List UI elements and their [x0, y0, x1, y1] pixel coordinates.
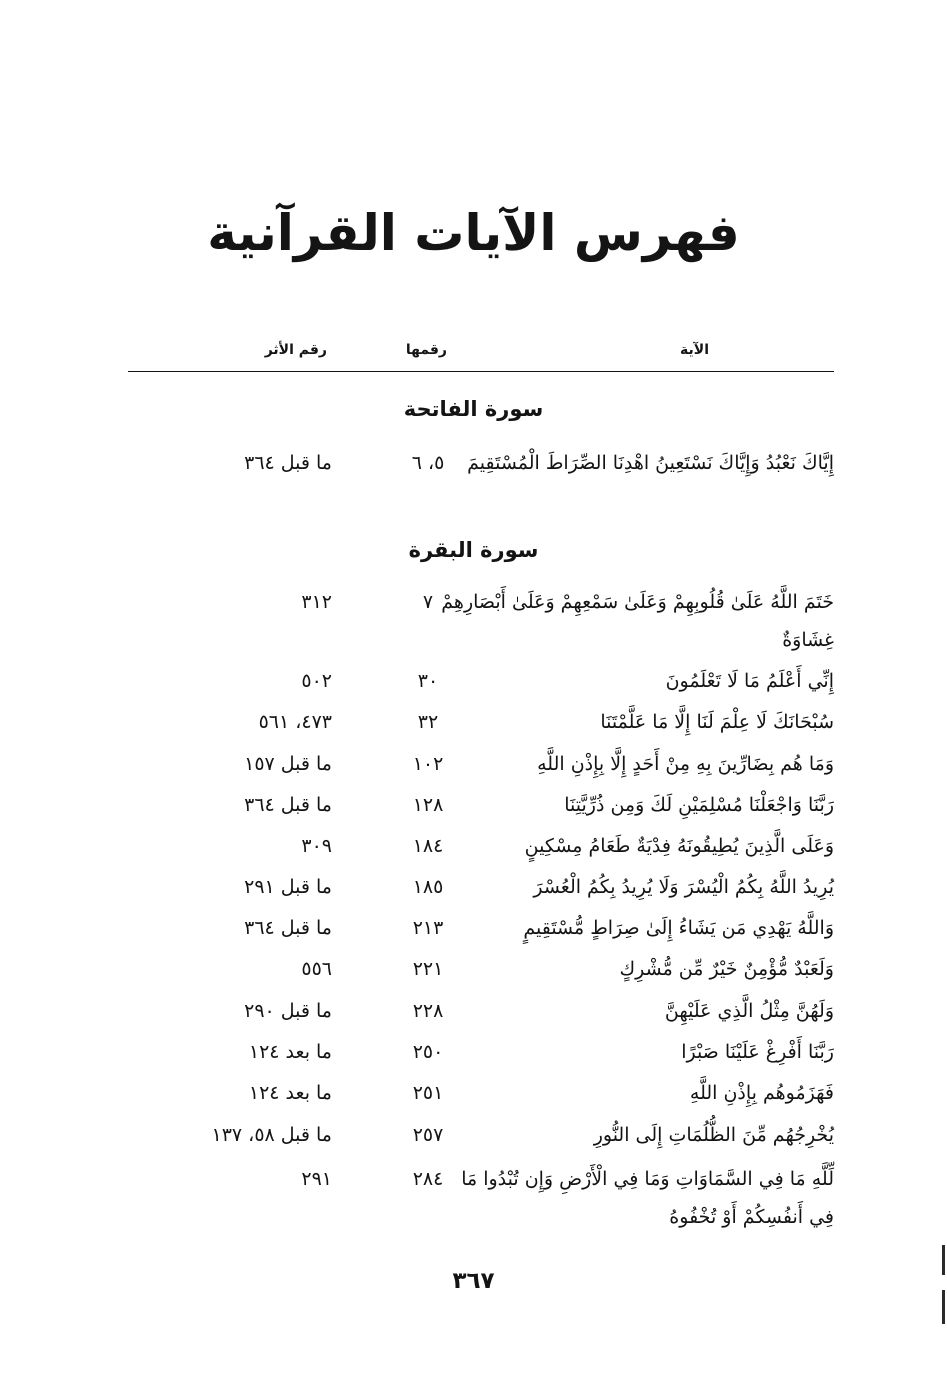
table-row — [0, 827, 947, 863]
verse-number: ٢٥٧ — [412, 1124, 444, 1146]
verse-text: وَعَلَى الَّذِينَ يُطِيقُونَهُ فِدْيَةٌ طَعَامُ مِسْكِينٍ — [524, 835, 834, 857]
verse-text: لِّلَّهِ مَا فِي السَّمَاوَاتِ وَمَا فِي الْأَرْضِ وَإِن تُبْدُوا مَا فِي أَنفُسِكُمْ أَوْ تُخْفُوهُ — [461, 1168, 834, 1228]
verse-text: فَهَزَمُوهُم بِإِذْنِ اللَّهِ — [689, 1082, 834, 1104]
athar-reference: ما قبل ١٥٧ — [244, 753, 332, 775]
verse-text: وَمَا هُم بِضَارِّينَ بِهِ مِنْ أَحَدٍ إِلَّا بِإِذْنِ اللَّهِ — [537, 753, 834, 775]
verse-text: وَلَهُنَّ مِثْلُ الَّذِي عَلَيْهِنَّ — [664, 1000, 834, 1022]
table-row — [0, 1160, 947, 1228]
scan-edge-mark — [942, 1245, 945, 1275]
verse-number: ٢٨٤ — [412, 1168, 444, 1190]
verse-text: رَبَّنَا وَاجْعَلْنَا مُسْلِمَيْنِ لَكَ وَمِن ذُرِّيَّتِنَا — [564, 794, 834, 816]
verse-text: إِنِّي أَعْلَمُ مَا لَا تَعْلَمُونَ — [665, 670, 834, 692]
athar-reference: ما قبل ٢٩١ — [244, 876, 332, 898]
athar-reference: ما قبل ٥٨، ١٣٧ — [211, 1124, 332, 1146]
table-row — [0, 1116, 947, 1152]
athar-reference: ما قبل ٣٦٤ — [244, 794, 332, 816]
verse-number: ٢٢١ — [412, 958, 444, 980]
table-row — [0, 1074, 947, 1110]
table-row — [0, 992, 947, 1028]
scan-edge-mark — [942, 1290, 945, 1324]
athar-reference: ٤٧٣، ٥٦١ — [258, 711, 332, 733]
verse-number: ٢١٣ — [412, 917, 444, 939]
verse-number: ٣٠ — [417, 670, 439, 692]
verse-number: ٢٢٨ — [412, 1000, 444, 1022]
verse-number: ١٨٥ — [412, 876, 444, 898]
verse-number: ١٢٨ — [412, 794, 444, 816]
athar-reference: ٢٩١ — [301, 1168, 332, 1190]
table-row — [0, 703, 947, 739]
athar-reference: ٣٠٩ — [301, 835, 332, 857]
table-row — [0, 745, 947, 781]
page-title: فهرس الآيات القرآنية — [207, 204, 740, 262]
verse-number: ٧ — [422, 591, 434, 613]
verse-text: إِيَّاكَ نَعْبُدُ وَإِيَّاكَ نَسْتَعِينُ اهْدِنَا الصِّرَاطَ الْمُسْتَقِيمَ — [467, 452, 834, 474]
surah-title-fatiha: سورة الفاتحة — [403, 397, 544, 421]
verse-number: ١٠٢ — [412, 753, 444, 775]
verse-text: رَبَّنَا أَفْرِغْ عَلَيْنَا صَبْرًا — [681, 1041, 834, 1063]
verse-text: وَاللَّهُ يَهْدِي مَن يَشَاءُ إِلَىٰ صِرَاطٍ مُّسْتَقِيمٍ — [523, 917, 834, 939]
table-row — [0, 583, 947, 651]
verse-text: وَلَعَبْدٌ مُّؤْمِنٌ خَيْرٌ مِّن مُّشْرِكٍ — [619, 958, 834, 980]
header-divider — [128, 371, 834, 372]
verse-number: ٢٥١ — [412, 1082, 444, 1104]
table-row — [0, 1033, 947, 1069]
page-number: ٣٦٧ — [452, 1268, 495, 1294]
table-row — [0, 444, 947, 480]
verse-number: ٣٢ — [417, 711, 439, 733]
athar-reference: ٥٥٦ — [301, 958, 332, 980]
column-header-verse: الآية — [680, 342, 709, 358]
column-header-number: رقمها — [405, 342, 447, 358]
table-row — [0, 786, 947, 822]
athar-reference: ما بعد ١٢٤ — [248, 1041, 332, 1063]
athar-reference: ما قبل ٣٦٤ — [244, 452, 332, 474]
verse-text: خَتَمَ اللَّهُ عَلَىٰ قُلُوبِهِمْ وَعَلَىٰ سَمْعِهِمْ وَعَلَىٰ أَبْصَارِهِمْ غِشَاوَةٌ — [441, 591, 834, 651]
table-row — [0, 909, 947, 945]
athar-reference: ما قبل ٣٦٤ — [244, 917, 332, 939]
athar-reference: ٣١٢ — [301, 591, 332, 613]
athar-reference: ما بعد ١٢٤ — [248, 1082, 332, 1104]
table-row — [0, 662, 947, 698]
table-row — [0, 950, 947, 986]
verse-text: يُرِيدُ اللَّهُ بِكُمُ الْيُسْرَ وَلَا يُرِيدُ بِكُمُ الْعُسْرَ — [533, 876, 834, 898]
athar-reference: ما قبل ٢٩٠ — [244, 1000, 332, 1022]
table-row — [0, 868, 947, 904]
surah-title-baqara: سورة البقرة — [408, 538, 539, 562]
verse-text: يُخْرِجُهُم مِّنَ الظُّلُمَاتِ إِلَى النُّورِ — [593, 1124, 834, 1146]
verse-number: ٢٥٠ — [412, 1041, 444, 1063]
verse-number: ٥، ٦ — [411, 452, 445, 474]
verse-text: سُبْحَانَكَ لَا عِلْمَ لَنَا إِلَّا مَا عَلَّمْتَنَا — [600, 711, 834, 733]
verse-number: ١٨٤ — [412, 835, 444, 857]
column-header-athar: رقم الأثر — [264, 342, 327, 358]
athar-reference: ٥٠٢ — [301, 670, 332, 692]
